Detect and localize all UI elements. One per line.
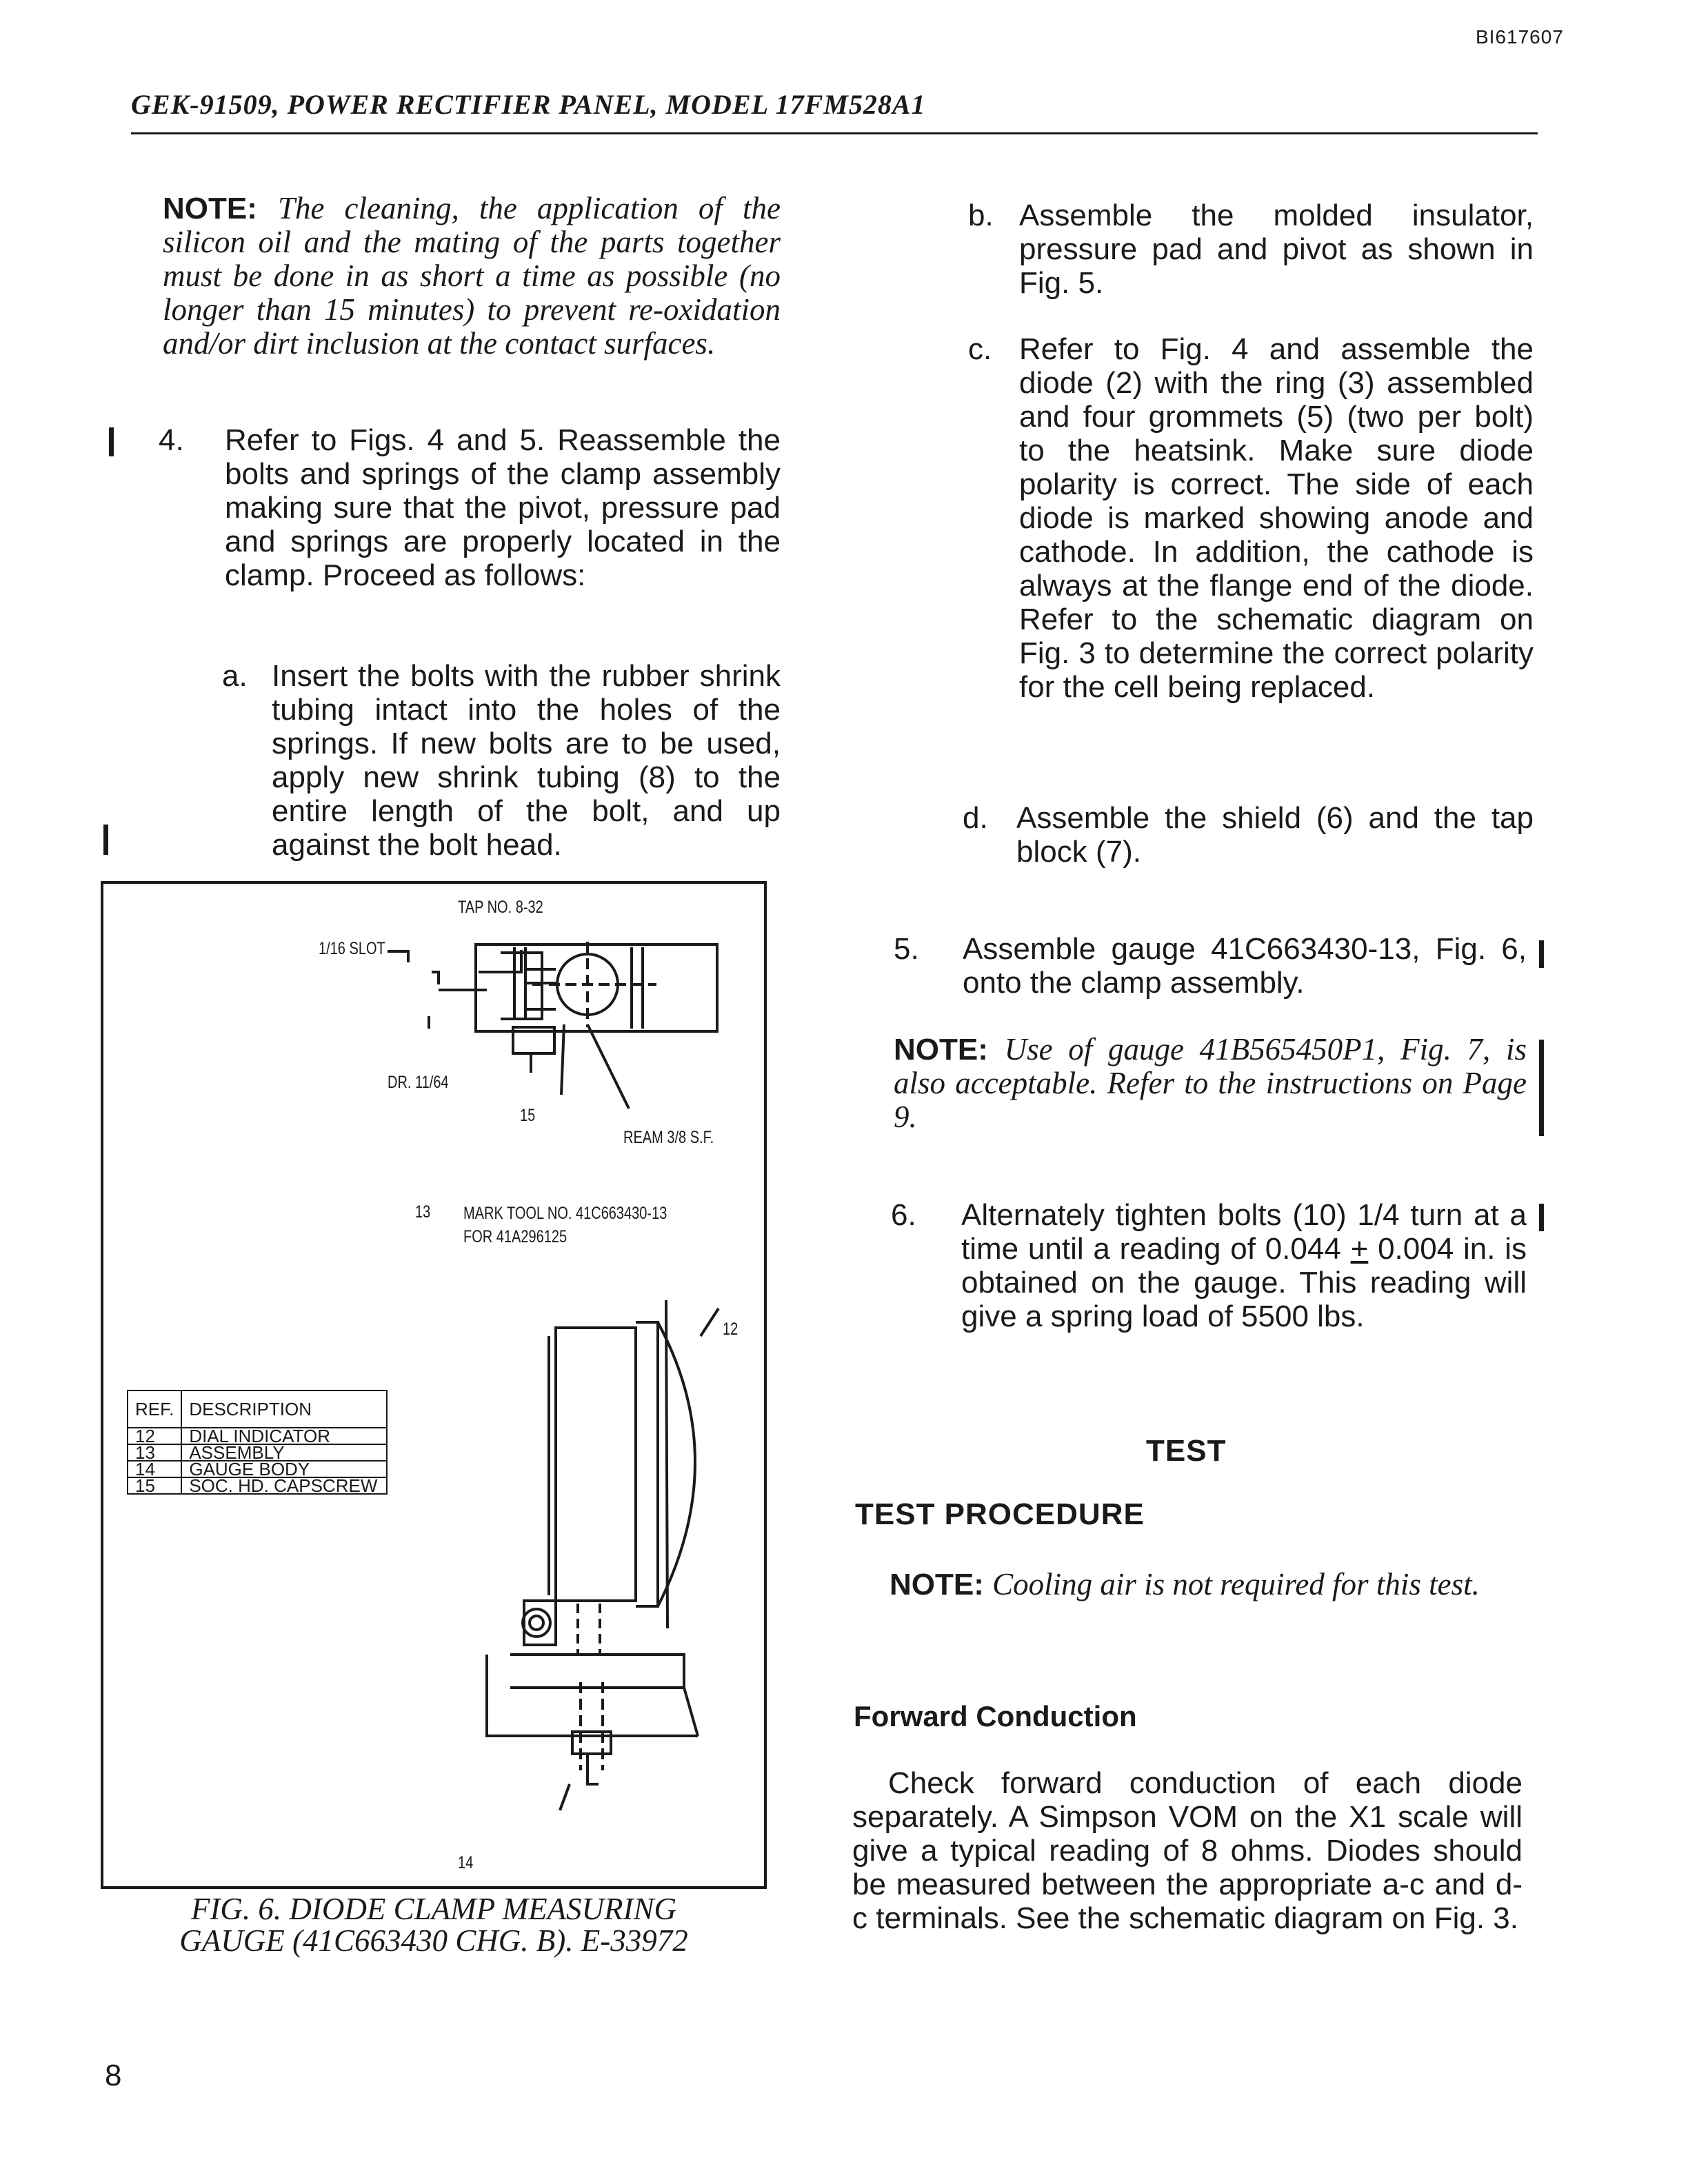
test-procedure-heading: TEST PROCEDURE: [855, 1497, 1145, 1531]
note-text: Cooling air is not required for this test.: [992, 1567, 1480, 1601]
note-label: NOTE:: [894, 1033, 988, 1066]
plus-minus-sign: +: [1350, 1232, 1369, 1266]
left-note: [163, 192, 781, 361]
caption-line-2: GAUGE (41C663430 CHG. B). E-33972: [179, 1923, 688, 1958]
note-3: [890, 1568, 1523, 1601]
step-4-text: Refer to Figs. 4 and 5. Reassemble the bolts and springs of the clamp assembly making sure that the pivot, pressure pad and springs are properly located in the clamp. Proceed as follows:: [225, 423, 781, 592]
caption-line-1: FIG. 6. DIODE CLAMP MEASURING: [190, 1892, 677, 1926]
step-5-number: 5.: [894, 932, 919, 966]
document-id: BI617607: [1476, 26, 1564, 48]
reference-table: [127, 1390, 388, 1495]
drill-label: DR. 11/64: [388, 1073, 449, 1092]
table-row: [128, 1477, 387, 1494]
step-d-text: Assemble the shield (6) and the tap block (7).: [1016, 801, 1534, 869]
note-text: Use of gauge 41B565450P1, Fig. 7, is also acceptable. Refer to the instructions on Page 9.: [894, 1032, 1527, 1134]
table-cell: 13: [128, 1444, 181, 1461]
table-cell: 15: [128, 1477, 181, 1494]
callout-12: 12: [723, 1320, 738, 1339]
change-bar: [109, 427, 114, 456]
table-cell: ASSEMBLY: [181, 1444, 387, 1461]
change-bar: [1539, 1204, 1544, 1231]
test-heading: TEST: [1146, 1434, 1227, 1468]
step-4a-text: Insert the bolts with the rubber shrink tubing intact into the holes of the springs. If new bolts are to be used, apply new shrink tubing (8) to the entire length of the bolt, and up against the bolt head.: [272, 659, 781, 862]
table-header: REF.: [128, 1391, 181, 1428]
step-b-text: Assemble the molded insulator, pressure pad and pivot as shown in Fig. 5.: [1019, 199, 1534, 300]
forward-conduction-heading: Forward Conduction: [854, 1700, 1137, 1732]
forward-conduction-text: Check forward conduction of each diode separately. A Simpson VOM on the X1 scale will give a typical reading of 8 ohms. Diodes should be measured between the appropriate a-c and d-c terminals. See the schematic diagram on Fig. 3.: [852, 1766, 1523, 1935]
step-6-text-b: 0.004 in. is obtained on the gauge. This reading will give a spring load of 5500 lbs.: [961, 1232, 1527, 1333]
step-c-text: Refer to Fig. 4 and assemble the diode (2) with the ring (3) assembled and four grommets (5) (two per bolt) to the heatsink. Make sure diode polarity is correct. The side of each diode is marked showing anode and cathode. In addition, the cathode is always at the flange end of the diode. Refer to the schematic diagram on Fig. 3 to determine the correct polarity for the cell being replaced.: [1019, 332, 1534, 704]
page-number: 8: [105, 2059, 122, 2092]
step-6-text-a: Alternately tighten bolts (10) 1/4 turn at a time until a reading of 0.044: [961, 1198, 1527, 1266]
gauge-drawing: [101, 881, 767, 1889]
table-cell: SOC. HD. CAPSCREW: [181, 1477, 387, 1494]
table-header-row: [128, 1391, 387, 1428]
step-6-text: [961, 1198, 1527, 1333]
change-bar: [1539, 940, 1544, 968]
table-cell: 12: [128, 1428, 181, 1444]
step-4a-label: a.: [222, 659, 248, 693]
callout-15: 15: [520, 1106, 536, 1125]
tap-label: TAP NO. 8-32: [458, 898, 543, 917]
table-cell: DIAL INDICATOR: [181, 1428, 387, 1444]
mark-tool-line1: MARK TOOL NO. 41C663430-13: [463, 1204, 667, 1223]
running-head: GEK-91509, POWER RECTIFIER PANEL, MODEL 17FM528A1: [131, 89, 926, 120]
step-4-number: 4.: [159, 423, 184, 457]
note-text: The cleaning, the application of the silicon oil and the mating of the parts together must be done in as short a time as possible (no longer than 15 minutes) to prevent re-oxidation and/or dirt inclusion at the contact surfaces.: [163, 191, 781, 361]
table-cell: GAUGE BODY: [181, 1461, 387, 1477]
table-cell: 14: [128, 1461, 181, 1477]
ream-label: REAM 3/8 S.F.: [623, 1128, 714, 1147]
figure-caption: [101, 1893, 767, 1957]
step-b-label: b.: [968, 199, 994, 232]
change-bar: [103, 825, 108, 855]
note-2: [894, 1033, 1527, 1134]
callout-13: 13: [415, 1202, 431, 1222]
step-5-text: Assemble gauge 41C663430-13, Fig. 6, onto the clamp assembly.: [963, 932, 1527, 1000]
callout-14: 14: [458, 1853, 474, 1872]
note-label: NOTE:: [163, 192, 257, 225]
step-6-number: 6.: [891, 1198, 916, 1232]
mark-tool-line2: FOR 41A296125: [463, 1227, 567, 1246]
change-bar: [1539, 1040, 1544, 1136]
step-d-label: d.: [963, 801, 988, 835]
table-header: DESCRIPTION: [181, 1391, 387, 1428]
header-rule: [131, 132, 1538, 134]
note-label: NOTE:: [890, 1568, 984, 1601]
step-c-label: c.: [968, 332, 992, 366]
slot-label: 1/16 SLOT: [319, 939, 385, 958]
